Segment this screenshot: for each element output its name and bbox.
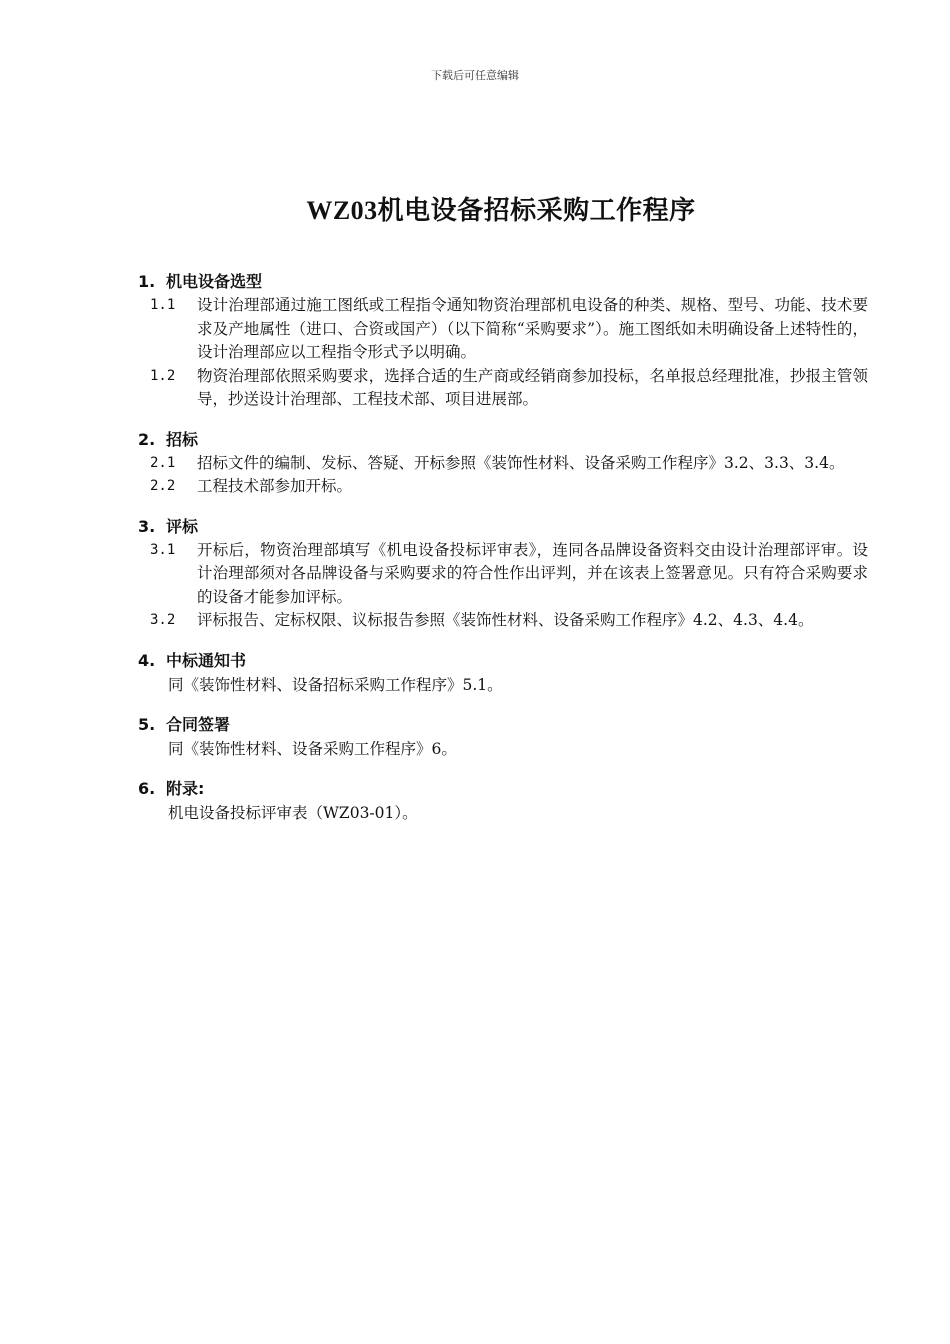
clause-text: 评标报告、定标权限、议标报告参照《装饰性材料、设备采购工作程序》4.2、4.3、4.4。 [197, 611, 814, 629]
section-heading [138, 649, 868, 673]
clause-text: 招标文件的编制、发标、答疑、开标参照《装饰性材料、设备采购工作程序》3.2、3.3、3.4。 [197, 453, 845, 472]
clause-text: 开标后，物资治理部填写《机电设备投标评审表》，连同各品牌设备资料交由设计治理部评审。设计治理部须对各品牌设备与采购要求的符合性作出评判，并在该表上签署意见。只有符合采购要求的设备才能参加评标。 [197, 540, 868, 606]
section-number: 6. [138, 778, 156, 798]
section-body-text: 同《装饰性材料、设备招标采购工作程序》5.1。 [168, 675, 503, 694]
clause-2-1 [138, 452, 868, 476]
section-heading [138, 270, 868, 294]
clause-text: 工程技术部参加开标。 [197, 477, 353, 495]
section-5 [138, 713, 868, 761]
section-1 [138, 270, 868, 412]
clause-text: 物资治理部依照采购要求，选择合适的生产商或经销商参加投标，名单报总经理批准，抄报主管领导，抄送设计治理部、工程技术部、项目进展部。 [197, 366, 868, 408]
section-heading [138, 777, 868, 801]
clause-number: 2.1 [150, 454, 176, 471]
section-number: 4. [138, 650, 156, 670]
page-header-note: 下载后可任意编辑 [431, 69, 519, 82]
clause-number: 3.1 [150, 541, 176, 558]
section-number: 3. [138, 516, 156, 536]
section-heading [138, 428, 868, 452]
section-title: 合同签署 [166, 714, 231, 734]
clause-1-2 [138, 365, 868, 412]
section-body-text: 机电设备投标评审表（WZ03-01）。 [168, 803, 418, 822]
section-number: 2. [138, 429, 156, 449]
section-4 [138, 649, 868, 697]
clause-number: 1.1 [150, 297, 176, 313]
section-heading [138, 515, 868, 539]
section-title: 附录: [166, 778, 205, 798]
clause-3-2 [138, 609, 868, 633]
clause-number: 3.2 [150, 612, 176, 628]
section-title: 招标 [166, 429, 199, 449]
section-number: 1. [138, 272, 156, 291]
section-6 [138, 777, 868, 825]
clause-3-1 [138, 539, 868, 610]
section-number: 5. [138, 714, 156, 734]
section-title: 机电设备选型 [166, 272, 263, 291]
clause-number: 2.2 [150, 478, 176, 494]
section-title: 评标 [166, 516, 199, 536]
clause-2-2 [138, 475, 868, 499]
section-3 [138, 515, 868, 633]
clause-1-1 [138, 294, 868, 365]
section-body-text: 同《装饰性材料、设备采购工作程序》6。 [168, 739, 457, 758]
clause-text: 设计治理部通过施工图纸或工程指令通知物资治理部机电设备的种类、规格、型号、功能、技术要求及产地属性（进口、合资或国产）（以下简称“采购要求”）。施工图纸如未明确设备上述特性的，设计治理部应以工程指令形式予以明确。 [197, 296, 868, 361]
document-title: WZ03机电设备招标采购工作程序 [306, 196, 696, 225]
section-title: 中标通知书 [166, 650, 247, 670]
clause-number: 1.2 [150, 367, 176, 384]
section-heading [138, 713, 868, 737]
section-2 [138, 428, 868, 499]
document-body [138, 270, 868, 841]
